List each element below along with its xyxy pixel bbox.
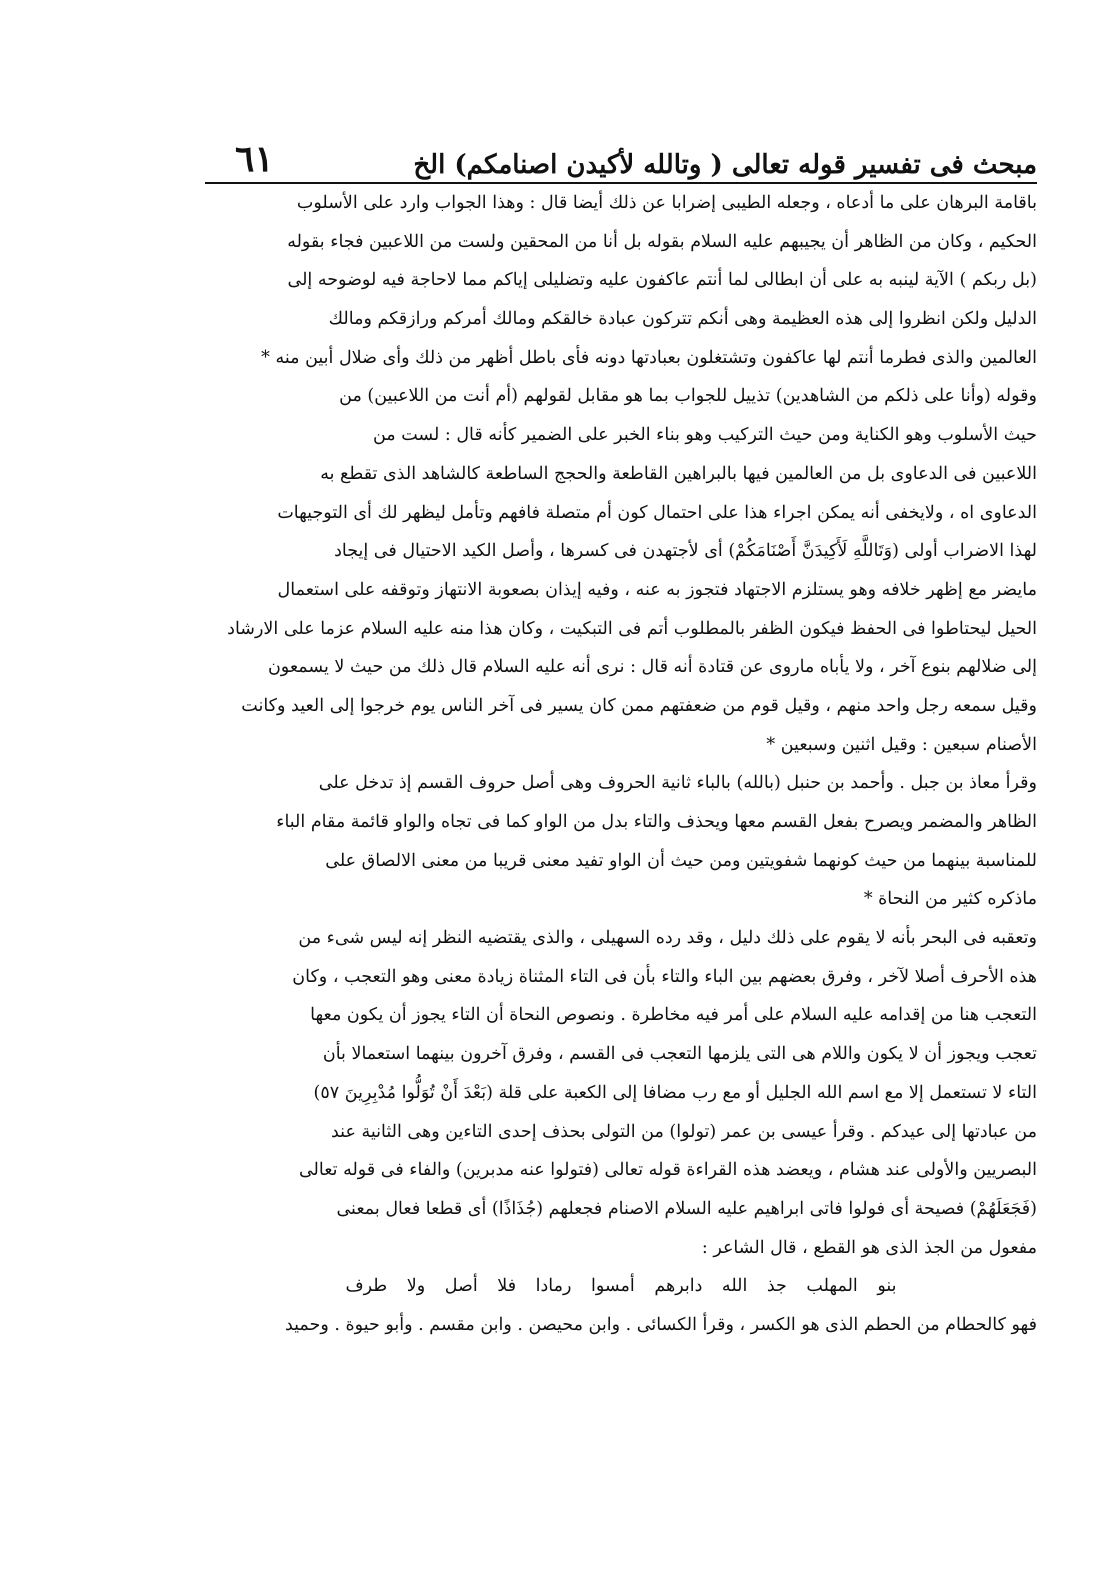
text-line: فهو كالحطام من الحطم الذى هو الكسر ، وقرأ الكسائى . وابن محيصن . وابن مقسم . وأبو حيوة . وحميد <box>284 1314 1037 1335</box>
text-line: حيث الأسلوب وهو الكناية ومن حيث التركيب وهو بناء الخبر على الضمير كأنه قال : لست من <box>372 425 1037 446</box>
text-line: الظاهر والمضمر ويصرح بفعل القسم معها ويحذف والتاء بدل من الواو كما فى تجاه والواو قائمة مقام الباء <box>276 812 1037 832</box>
text-line: التاء لا تستعمل إلا مع اسم الله الجليل أو مع رب مضافا إلى الكعبة على قلة (بَعْدَ أَنْ تُوَلُّوا مُدْبِرِينَ ٥٧) <box>313 1082 1037 1103</box>
text-line: وقرأ معاذ بن جبل . وأحمد بن حنبل (بالله) بالباء ثانية الحروف وهى أصل حروف القسم إذ تدخل على <box>318 773 1037 794</box>
text-line: وقوله (وأنا على ذلكم من الشاهدين) تذييل للجواب بما هو مقابل لقولهم (أم أنت من اللاعبين) من <box>339 386 1037 407</box>
text-line: (بل ربكم ) الآية لينبه به على أن ابطالى لما أنتم عاكفون عليه وتضليلى إياكم مما لاحاجة فيه لوضوحه إلى <box>287 270 1037 291</box>
text-line: (فَجَعَلَهُمْ) فصيحة أى فولوا فاتى ابراهيم عليه السلام الاصنام فجعلهم (جُذَاذًا) أى قطعا فعال بمعنى <box>336 1198 1037 1219</box>
text-line: تعجب ويجوز أن لا يكون واللام هى التى يلزمها التعجب فى القسم ، وفرق آخرون بينهما استعمالا بأن <box>322 1044 1037 1065</box>
text-line: التعجب هنا من إقدامه عليه السلام على أمر فيه مخاطرة . ونصوص النحاة أن التاء يجوز أن يكون معها <box>310 1005 1037 1026</box>
page-number: ٦١ <box>235 138 274 180</box>
text-line: العالمين والذى فطرما أنتم لها عاكفون وتشتغلون بعبادتها دونه فأى باطل أظهر من ذلك وأى ضلال أبين منه * <box>261 347 1037 368</box>
text-line: الحيل ليحتاطوا فى الحفظ فيكون الظفر بالمطلوب أتم فى التبكيت ، وكان هذا منه عليه السلام عزما على الارشاد <box>227 618 1037 639</box>
text-line: البصريين والأولى عند هشام ، ويعضد هذه القراءة قوله تعالى (فتولوا عنه مدبرين) والفاء فى قوله تعالى <box>298 1160 1037 1181</box>
page-body <box>205 184 1037 1345</box>
text-line: مفعول من الجذ الذى هو القطع ، قال الشاعر : <box>701 1237 1037 1258</box>
text-line: مايضر مع إظهر خلافه وهو يستلزم الاجتهاد فتجوز به عنه ، وفيه إيذان بصعوبة الانتهاز وتوقفه على استعمال <box>277 579 1037 600</box>
poetry-verse: بنو المهلب جذ الله دابرهم أمسوا رمادا فلا أصل ولا طرف <box>345 1276 897 1297</box>
text-line: لهذا الاضراب أولى (وَتَاللَّهِ لَأَكِيدَنَّ أَصْنَامَكُمْ) أى لأجتهدن فى كسرها ، وأصل الكيد الاحتيال فى إيجاد <box>334 541 1037 562</box>
text-line: باقامة البرهان على ما أدعاه ، وجعله الطيبى إضرابا عن ذلك أيضا قال : وهذا الجواب وارد على الأسلوب <box>296 193 1037 213</box>
text-line: اللاعبين فى الدعاوى بل من العالمين فيها بالبراهين القاطعة والحجج الساطعة كالشاهد الذى تقطع به <box>320 463 1037 484</box>
text-line: الأصنام سبعين : وقيل اثنين وسبعين * <box>766 734 1037 755</box>
text-line: وتعقبه فى البحر بأنه لا يقوم على ذلك دليل ، وقد رده السهيلى ، والذى يقتضيه النظر إنه ليس شىء من <box>298 928 1037 949</box>
text-line: من عبادتها إلى عيدكم . وقرأ عيسى بن عمر (تولوا) من التولى بحذف إحدى التاءين وهى الثانية عند <box>331 1121 1037 1142</box>
page-title: مبحث فى تفسير قوله تعالى ( وتالله لأكيدن اصنامكم) الخ <box>413 150 1037 180</box>
text-line: هذه الأحرف أصلا لآخر ، وفرق بعضهم بين الباء والتاء بأن فى التاء المثناة زيادة معنى وهو التعجب ، وكان <box>292 966 1037 987</box>
text-line: الدعاوى اه ، ولايخفى أنه يمكن اجراء هذا على احتمال كون أم متصلة فافهم وتأمل ليظهر لك أى التوجيهات <box>277 502 1037 523</box>
text-line: إلى ضلالهم بنوع آخر ، ولا يأباه ماروى عن قتادة أنه قال : نرى أنه عليه السلام قال ذلك من حيث لا يسمعون <box>267 657 1037 678</box>
text-line: الدليل ولكن انظروا إلى هذه العظيمة وهى أنكم تتركون عبادة خالقكم ومالك أمركم ورازقكم ومالك <box>328 309 1037 330</box>
text-line: وقيل سمعه رجل واحد منهم ، وقيل قوم من ضعفتهم ممن كان يسير فى آخر الناس يوم خرجوا إلى العيد وكانت <box>241 695 1037 716</box>
text-line: الحكيم ، وكان من الظاهر أن يجيبهم عليه السلام بقوله بل أنا من المحقين ولست من اللاعبين فجاء بقوله <box>287 231 1037 252</box>
text-line: للمناسبة بينهما من حيث كونهما شفويتين ومن حيث أن الواو تفيد معنى قريبا من معنى الالصاق على <box>325 850 1037 871</box>
text-line: ماذكره كثير من النحاة * <box>863 889 1037 910</box>
page-header <box>205 134 1037 180</box>
